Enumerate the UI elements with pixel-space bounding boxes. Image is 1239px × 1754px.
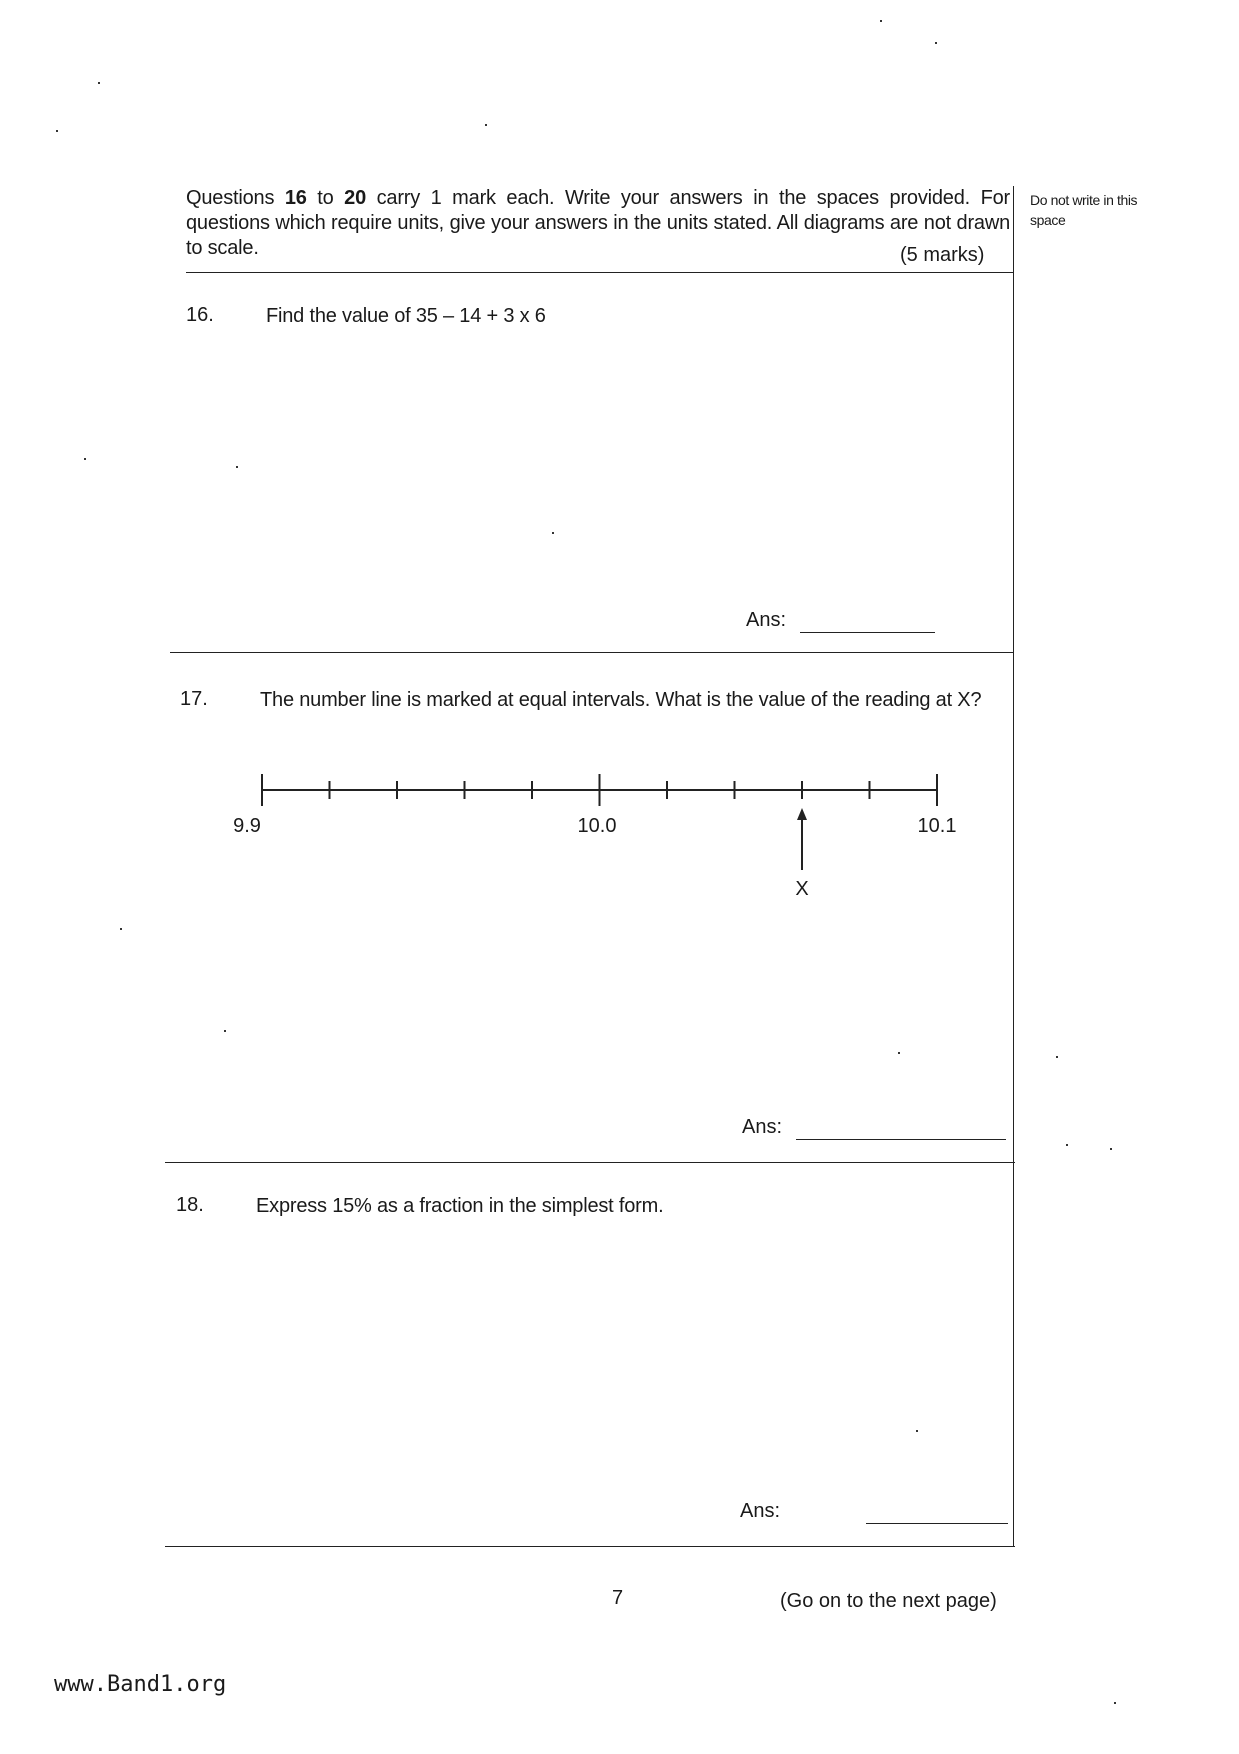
- scan-speck: [935, 42, 937, 44]
- question-17-number: 17.: [180, 688, 208, 710]
- number-line-label-start: 9.9: [233, 815, 261, 837]
- scan-speck: [84, 458, 86, 460]
- scan-speck: [1056, 1056, 1058, 1058]
- question-17-answer-line[interactable]: [796, 1139, 1006, 1140]
- scan-speck: [236, 466, 238, 468]
- scan-speck: [898, 1052, 900, 1054]
- scan-speck: [98, 82, 100, 84]
- separator-rule: [165, 1162, 1015, 1163]
- scan-speck: [224, 1030, 226, 1032]
- number-line-marker-label: X: [795, 878, 809, 900]
- scan-speck: [880, 20, 882, 22]
- number-line-label-end: 10.1: [917, 815, 957, 837]
- number-line-label-middle: 10.0: [577, 815, 617, 837]
- question-18-number: 18.: [176, 1194, 204, 1216]
- marker-arrow-head: [797, 808, 807, 820]
- question-18-answer-line[interactable]: [866, 1523, 1008, 1524]
- question-16-answer-line[interactable]: [800, 632, 935, 633]
- question-18-text: Express 15% as a fraction in the simplest form.: [256, 1195, 664, 1217]
- instructions-text: Questions 16 to 20 carry 1 mark each. Write your answers in the spaces provided. For questions which require units, give your answers in the units stated. All diagrams are not drawn to scale.: [186, 187, 1010, 259]
- scan-speck: [1110, 1148, 1112, 1150]
- question-16-number: 16.: [186, 304, 214, 326]
- question-18-answer-label: Ans:: [740, 1500, 781, 1522]
- scan-speck: [1114, 1702, 1116, 1704]
- scan-speck: [120, 928, 122, 930]
- number-line-diagram: [230, 760, 970, 900]
- scan-speck: [56, 130, 58, 132]
- first-question-number: 16: [284, 187, 307, 209]
- separator-rule: [186, 272, 1014, 273]
- margin-divider: [1013, 186, 1014, 1546]
- watermark: www.Band1.org: [54, 1672, 227, 1697]
- scan-speck: [552, 532, 554, 534]
- section-marks: (5 marks): [900, 244, 985, 266]
- question-16-answer-label: Ans:: [746, 609, 787, 631]
- separator-rule: [170, 652, 1014, 653]
- scan-speck: [485, 124, 487, 126]
- scan-speck: [916, 1430, 918, 1432]
- next-page-note: (Go on to the next page): [780, 1590, 997, 1612]
- last-question-number: 20: [344, 187, 367, 209]
- margin-note: Do not write in this space: [1030, 192, 1138, 228]
- separator-rule: [165, 1546, 1015, 1547]
- question-17-answer-label: Ans:: [742, 1116, 783, 1138]
- question-17-text: The number line is marked at equal intervals. What is the value of the reading at X?: [260, 689, 982, 711]
- page-number: 7: [612, 1587, 624, 1609]
- scan-speck: [1066, 1144, 1068, 1146]
- question-16-text: Find the value of 35 – 14 + 3 x 6: [266, 305, 546, 327]
